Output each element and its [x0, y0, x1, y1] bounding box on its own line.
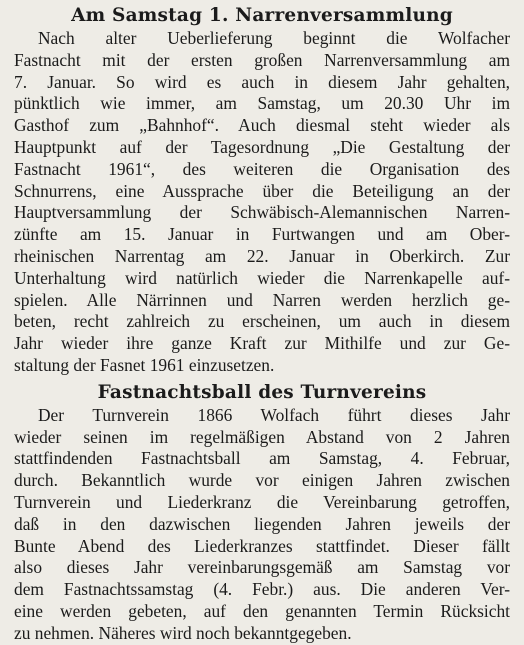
article-narrenversammlung: [14, 4, 510, 377]
article-title: Fastnachtsball des Turnvereins: [97, 381, 427, 403]
text-line: Hauptpunkt auf der Tagesordnung „Die Gestaltung der: [14, 136, 510, 157]
text-line: Jahr wieder ihre ganze Kraft zur Mithilfe und zur Ge-: [14, 333, 510, 354]
text-line: pünktlich wie immer, am Samstag, um 20.30 Uhr im: [14, 93, 510, 114]
text-line: daß in den dazwischen liegenden Jahren jeweils der: [14, 513, 510, 534]
text-line: also dieses Jahr vereinbarungsgemäß am Samstag vor: [14, 557, 510, 578]
text-line: stattfindenden Fastnachtsball am Samstag, 4. Februar,: [14, 448, 510, 469]
text-line: Nach alter Ueberlieferung beginnt die Wolfacher: [38, 28, 510, 48]
text-line: zünfte am 15. Januar in Furtwangen und am Ober-: [14, 224, 510, 245]
article-body: [14, 28, 510, 377]
text-line: staltung der Fasnet 1961 einzusetzen.: [14, 354, 275, 375]
text-line: Fastnacht mit der ersten großen Narrenversammlung am: [14, 49, 510, 70]
text-line: Hauptversammlung der Schwäbisch-Alemannischen Narren-: [14, 202, 510, 223]
text-line: Turnverein und Liederkranz die Vereinbarung getroffen,: [14, 491, 510, 512]
text-line: Bunte Abend des Liederkranzes stattfindet. Dieser fällt: [14, 535, 510, 556]
text-line: rheinischen Narrentag am 22. Januar in Oberkirch. Zur: [14, 245, 510, 266]
text-line: eine werden gebeten, auf den genannten Termin Rücksicht: [14, 600, 510, 621]
text-line: Fastnacht 1961“, des weiteren die Organisation des: [14, 158, 510, 179]
text-line: spielen. Alle Närrinnen und Narren werden herzlich ge-: [14, 289, 510, 310]
text-line: durch. Bekanntlich wurde vor einigen Jahren zwischen: [14, 470, 510, 491]
text-line: 7. Januar. So wird es auch in diesem Jahr gehalten,: [14, 71, 510, 92]
text-line: Unterhaltung wird natürlich wieder die Narrenkapelle auf-: [14, 267, 510, 288]
text-line: beten, recht zahlreich zu erscheinen, um auch in diesem: [14, 311, 510, 332]
article-fastnachtsball: [14, 381, 510, 645]
text-line: dem Fastnachtssamstag (4. Febr.) aus. Die anderen Ver-: [14, 579, 510, 600]
text-line: wieder seinen im regelmäßigen Abstand von 2 Jahren: [14, 426, 510, 447]
article-title: Am Samstag 1. Narrenversammlung: [71, 5, 453, 26]
text-line: Schnurrens, eine Aussprache über die Beteiligung an der: [14, 180, 510, 201]
text-line: Der Turnverein 1866 Wolfach führt dieses Jahr: [38, 404, 510, 425]
text-line: zu nehmen. Näheres wird noch bekanntgegeben.: [14, 622, 352, 643]
article-body: [14, 405, 510, 645]
text-line: Gasthof zum „Bahnhof“. Auch diesmal steht wieder als: [14, 115, 510, 136]
